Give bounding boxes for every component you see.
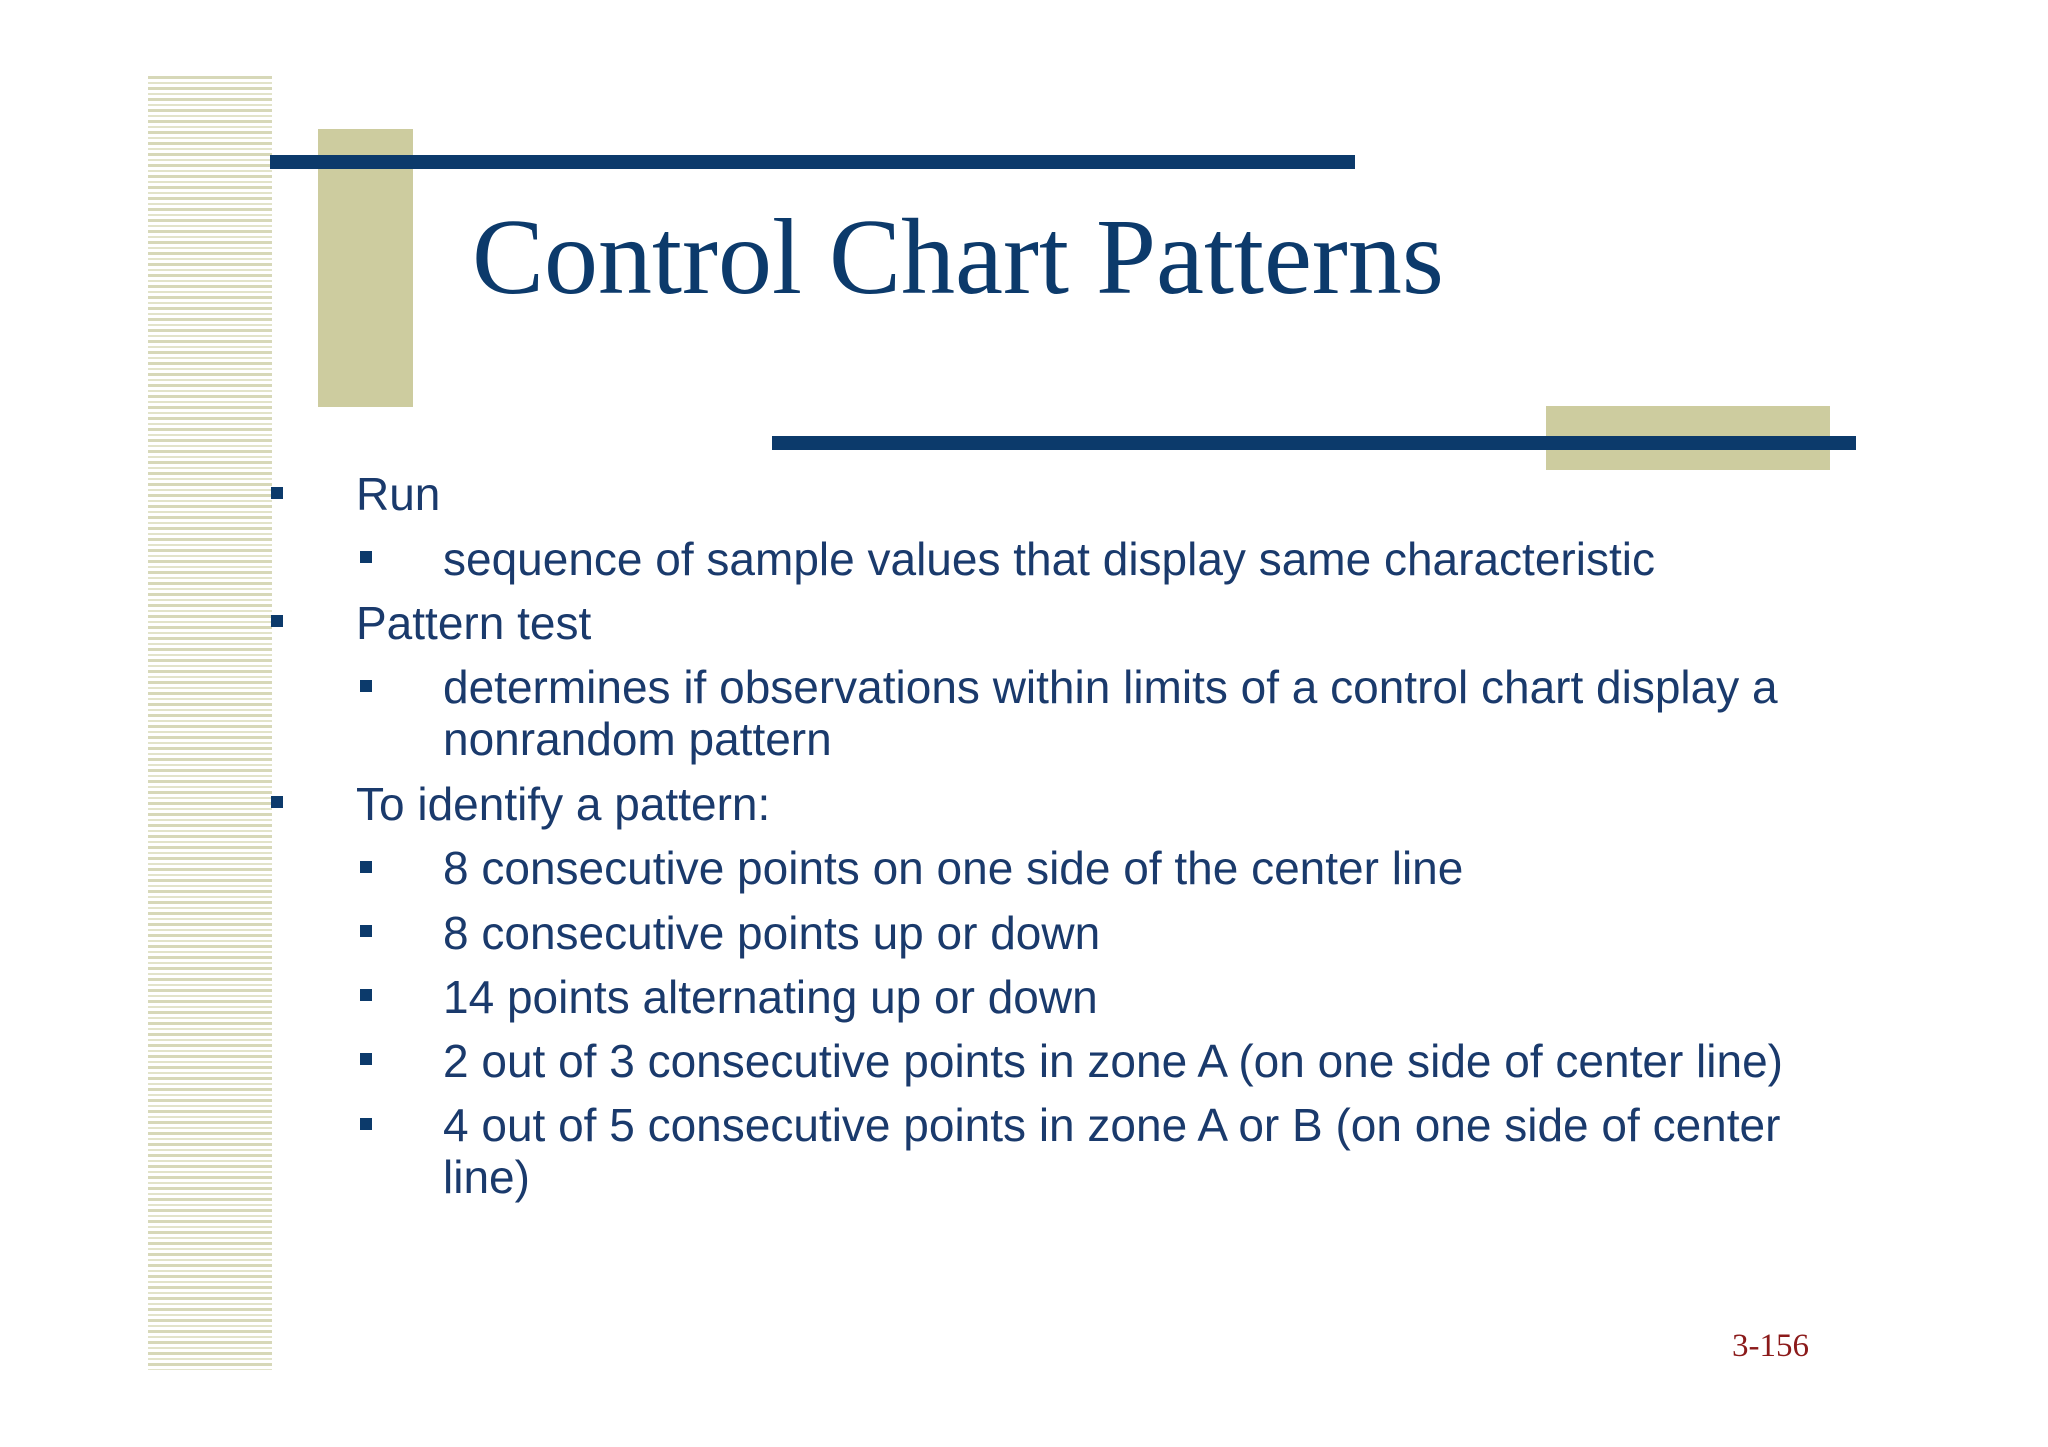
square-bullet-icon — [360, 680, 372, 692]
decorative-stripes — [148, 76, 272, 1370]
sub-bullet-item: 8 consecutive points up or down — [443, 907, 1101, 959]
olive-accent-block-top — [318, 129, 413, 407]
square-bullet-icon — [360, 989, 372, 1001]
square-bullet-icon — [271, 615, 283, 627]
bullet-item-run: Run — [356, 468, 441, 520]
navy-bar-top — [270, 155, 1355, 169]
sub-bullet-item: sequence of sample values that display same characteristic — [443, 533, 1655, 585]
square-bullet-icon — [271, 796, 283, 808]
sub-bullet-item: 4 out of 5 consecutive points in zone A or B (on one side of center — [443, 1099, 1781, 1151]
sub-bullet-item-continued: nonrandom pattern — [443, 713, 832, 765]
bullet-item-identify: To identify a pattern: — [356, 778, 771, 830]
page-number: 3-156 — [1732, 1328, 1809, 1364]
bullet-item-pattern-test: Pattern test — [356, 597, 592, 649]
slide-title: Control Chart Patterns — [472, 198, 1444, 317]
navy-bar-middle — [772, 436, 1856, 450]
sub-bullet-item-continued: line) — [443, 1151, 530, 1203]
sub-bullet-item: determines if observations within limits of a control chart display a — [443, 661, 1778, 713]
square-bullet-icon — [360, 1118, 372, 1130]
square-bullet-icon — [360, 551, 372, 563]
square-bullet-icon — [360, 861, 372, 873]
square-bullet-icon — [360, 1053, 372, 1065]
sub-bullet-item: 8 consecutive points on one side of the center line — [443, 842, 1464, 894]
sub-bullet-item: 2 out of 3 consecutive points in zone A (on one side of center line) — [443, 1035, 1783, 1087]
square-bullet-icon — [271, 487, 283, 499]
sub-bullet-item: 14 points alternating up or down — [443, 971, 1098, 1023]
square-bullet-icon — [360, 925, 372, 937]
